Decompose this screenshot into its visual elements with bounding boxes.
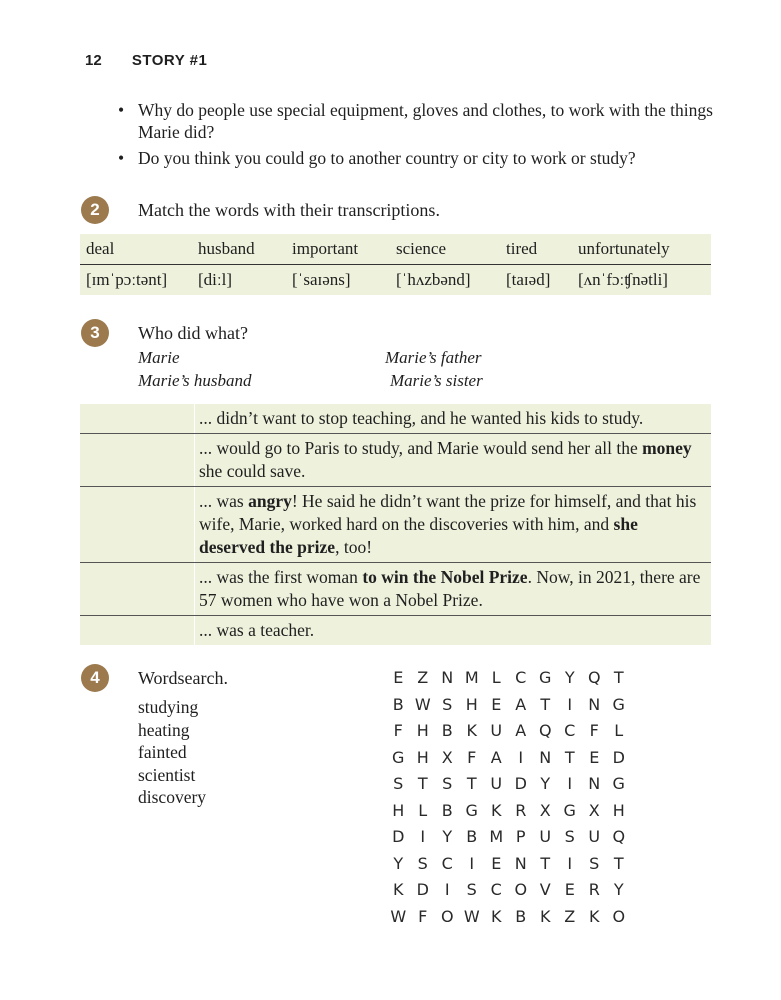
grid-letter[interactable]: I xyxy=(567,853,573,873)
list-item: studying xyxy=(138,697,199,717)
grid-letter[interactable]: A xyxy=(490,747,502,767)
text-segment: ... was a teacher. xyxy=(199,620,315,640)
grid-letter[interactable]: B xyxy=(441,800,453,820)
grid-letter[interactable]: Z xyxy=(564,906,576,926)
transcriptions-row xyxy=(80,265,711,296)
grid-letter[interactable]: N xyxy=(514,853,527,873)
grid-letter[interactable]: U xyxy=(539,827,552,846)
grid-letter[interactable]: B xyxy=(466,827,478,846)
grid-letter[interactable]: C xyxy=(564,721,576,740)
grid-letter[interactable]: O xyxy=(514,880,528,899)
grid-letter[interactable]: Q xyxy=(538,721,552,740)
wordsearch-list xyxy=(138,696,206,809)
words-row xyxy=(80,234,711,265)
grid-letter[interactable]: L xyxy=(614,721,624,740)
grid-letter[interactable]: E xyxy=(393,668,404,687)
grid-letter[interactable]: C xyxy=(441,853,453,873)
grid-letter[interactable]: F xyxy=(418,906,428,926)
grid-letter[interactable]: I xyxy=(518,747,524,767)
text-segment: , too! xyxy=(335,537,373,557)
list-item: heating xyxy=(138,719,190,740)
grid-letter[interactable]: E xyxy=(491,853,502,873)
grid-letter[interactable]: E xyxy=(589,747,600,767)
who-did-what-table xyxy=(80,404,711,645)
grid-letter[interactable]: F xyxy=(589,721,599,740)
grid-letter[interactable]: D xyxy=(612,747,625,767)
bold-phrase: to win the Nobel Prize xyxy=(362,567,528,587)
grid-letter[interactable]: D xyxy=(514,774,527,793)
grid-letter[interactable]: U xyxy=(490,774,503,793)
grid-letter[interactable]: U xyxy=(588,827,601,846)
grid-letter[interactable]: P xyxy=(515,827,526,846)
grid-letter[interactable]: W xyxy=(390,906,407,926)
discussion-questions xyxy=(118,99,718,173)
grid-letter[interactable]: G xyxy=(465,800,478,820)
word-cell: important xyxy=(286,234,390,265)
name-option: Marie xyxy=(138,348,180,367)
grid-letter[interactable]: M xyxy=(464,668,479,687)
grid-letter[interactable]: I xyxy=(420,827,426,846)
grid-letter[interactable]: R xyxy=(515,800,527,820)
exercise-4-badge: 4 xyxy=(81,664,109,692)
table-row xyxy=(80,563,711,616)
answer-blank[interactable] xyxy=(80,434,194,486)
statement-text xyxy=(194,616,711,645)
answer-blank[interactable] xyxy=(80,404,194,433)
grid-letter[interactable]: O xyxy=(440,906,454,926)
page-header xyxy=(85,52,207,69)
grid-letter[interactable]: T xyxy=(564,747,575,767)
word-cell: science xyxy=(390,234,500,265)
grid-letter[interactable]: S xyxy=(442,774,453,793)
name-option: Marie’s husband xyxy=(138,371,252,390)
grid-letter[interactable]: R xyxy=(588,880,600,899)
transcription-cell: [ˈsaɪəns] xyxy=(292,270,351,289)
statement-text xyxy=(194,404,711,433)
grid-letter[interactable]: H xyxy=(465,694,478,714)
grid-letter[interactable]: G xyxy=(392,747,405,767)
grid-letter[interactable]: K xyxy=(466,721,477,740)
exercise-2-badge: 2 xyxy=(81,196,109,224)
grid-letter[interactable]: N xyxy=(588,774,601,793)
grid-letter[interactable]: Y xyxy=(613,880,624,899)
grid-letter[interactable]: Y xyxy=(393,853,404,873)
exercise-2-title: Match the words with their transcriptions. xyxy=(138,200,440,220)
grid-letter[interactable]: I xyxy=(444,880,450,899)
grid-letter[interactable]: F xyxy=(467,747,477,767)
grid-letter[interactable]: N xyxy=(588,694,601,714)
grid-letter[interactable]: H xyxy=(416,747,429,767)
transcription-cell: [ʌnˈfɔːʧnətli] xyxy=(578,270,668,289)
text-segment: . Now, in 2021, there are 57 women who have won a Nobel Prize. xyxy=(199,567,701,610)
bold-phrase: she deserved the prize xyxy=(199,514,638,557)
bold-phrase: angry xyxy=(248,491,292,511)
grid-letter[interactable]: X xyxy=(588,800,600,820)
transcription-cell: [ˈhʌzbənd] xyxy=(396,270,471,289)
text-segment: ... didn’t want to stop teaching, and he wanted his kids to study. xyxy=(199,408,644,428)
transcription-cell: [diːl] xyxy=(198,270,232,289)
answer-blank[interactable] xyxy=(80,563,194,615)
grid-letter[interactable]: W xyxy=(463,906,480,926)
statement-text xyxy=(194,434,711,486)
text-segment: ! He said he didn’t want the prize for himself, and that his wife, Marie, worked hard on the discoveries with him, and xyxy=(199,491,697,534)
table-row xyxy=(80,434,711,487)
grid-letter[interactable]: K xyxy=(540,906,551,926)
name-option: Marie’s sister xyxy=(390,371,483,390)
grid-letter[interactable]: A xyxy=(515,721,527,740)
answer-blank[interactable] xyxy=(80,616,194,645)
grid-letter[interactable]: U xyxy=(490,721,503,740)
grid-letter[interactable]: E xyxy=(491,694,502,714)
grid-letter[interactable]: C xyxy=(490,880,502,899)
statement-text xyxy=(194,563,711,615)
question-item: • Why do people use special equipment, gloves and clothes, to work with the things Marie did? xyxy=(118,99,718,143)
name-option: Marie’s father xyxy=(385,348,482,367)
list-item: scientist xyxy=(138,764,196,785)
grid-letter[interactable]: W xyxy=(414,694,431,714)
grid-letter[interactable]: Y xyxy=(564,668,575,687)
grid-letter[interactable]: T xyxy=(540,694,551,714)
table-row xyxy=(80,487,711,563)
grid-letter[interactable]: S xyxy=(442,694,453,714)
grid-letter[interactable]: D xyxy=(416,880,429,899)
bold-phrase: money xyxy=(642,438,692,458)
grid-letter[interactable]: N xyxy=(441,668,454,687)
grid-letter[interactable]: I xyxy=(567,774,573,793)
grid-letter[interactable]: S xyxy=(564,827,575,846)
grid-letter[interactable]: S xyxy=(589,853,600,873)
grid-letter[interactable]: Y xyxy=(442,827,453,846)
grid-letter[interactable]: T xyxy=(613,668,624,687)
transcription-table xyxy=(80,234,711,295)
grid-letter[interactable]: Y xyxy=(540,774,551,793)
grid-letter[interactable]: G xyxy=(539,668,552,687)
grid-letter[interactable]: I xyxy=(469,853,475,873)
exercise-4-title: Wordsearch. xyxy=(138,668,229,688)
grid-letter[interactable]: Z xyxy=(417,668,429,687)
page-number: 12 xyxy=(85,52,102,69)
exercise-3-title: Who did what? xyxy=(138,323,248,343)
wordsearch-grid[interactable] xyxy=(386,668,631,933)
question-item: • Do you think you could go to another country or city to work or study? xyxy=(118,147,718,169)
grid-letter[interactable]: T xyxy=(466,774,477,793)
grid-letter[interactable]: O xyxy=(612,906,626,926)
grid-letter[interactable]: H xyxy=(416,721,429,740)
grid-letter[interactable]: I xyxy=(567,694,573,714)
list-item: discovery xyxy=(138,787,207,807)
grid-letter[interactable]: M xyxy=(489,827,504,846)
grid-letter[interactable]: H xyxy=(612,800,625,820)
grid-letter[interactable]: X xyxy=(539,800,551,820)
grid-letter[interactable]: B xyxy=(392,694,404,714)
grid-letter[interactable]: S xyxy=(393,774,404,793)
transcription-cell: [taɪəd] xyxy=(506,270,551,289)
grid-letter[interactable]: H xyxy=(392,800,405,820)
grid-letter[interactable]: K xyxy=(491,800,502,820)
grid-letter[interactable]: Q xyxy=(587,668,601,687)
word-cell: tired xyxy=(500,234,572,265)
grid-letter[interactable]: D xyxy=(392,827,405,846)
grid-letter[interactable]: N xyxy=(539,747,552,767)
grid-letter[interactable]: E xyxy=(564,880,575,899)
grid-letter[interactable]: G xyxy=(612,694,625,714)
transcription-cell: [ɪmˈpɔːtənt] xyxy=(86,270,168,289)
grid-letter[interactable]: K xyxy=(589,906,600,926)
grid-letter[interactable]: F xyxy=(393,721,403,740)
word-cell: husband xyxy=(192,234,286,265)
answer-blank[interactable] xyxy=(80,487,194,562)
table-row xyxy=(80,404,711,434)
grid-letter[interactable]: X xyxy=(441,747,453,767)
grid-letter[interactable]: B xyxy=(515,906,527,926)
grid-letter[interactable]: G xyxy=(612,774,625,793)
grid-letter[interactable]: Q xyxy=(612,827,626,846)
grid-letter[interactable]: K xyxy=(393,880,404,899)
grid-letter[interactable]: S xyxy=(466,880,477,899)
grid-letter[interactable]: T xyxy=(613,853,624,873)
story-title: STORY #1 xyxy=(131,52,208,69)
word-cell: unfortunately xyxy=(572,234,711,265)
list-item: fainted xyxy=(138,742,187,762)
grid-letter[interactable]: K xyxy=(491,906,502,926)
grid-letter[interactable]: V xyxy=(539,880,551,899)
grid-letter[interactable]: S xyxy=(417,853,428,873)
table-row xyxy=(80,616,711,645)
text-segment: ... would go to Paris to study, and Marie would send her all the xyxy=(199,438,643,458)
text-segment: ... was the first woman xyxy=(199,567,363,587)
text-segment: she could save. xyxy=(199,461,306,481)
grid-letter[interactable]: G xyxy=(563,800,576,820)
grid-letter[interactable]: C xyxy=(515,668,527,687)
grid-letter[interactable]: A xyxy=(515,694,527,714)
text-segment: ... was xyxy=(199,491,249,511)
statement-text xyxy=(194,487,711,562)
grid-letter[interactable]: T xyxy=(540,853,551,873)
exercise-3-badge: 3 xyxy=(81,319,109,347)
grid-letter[interactable]: T xyxy=(417,774,428,793)
grid-letter[interactable]: L xyxy=(418,800,428,820)
grid-letter[interactable]: L xyxy=(491,668,501,687)
grid-letter[interactable]: B xyxy=(441,721,453,740)
word-cell: deal xyxy=(80,234,192,265)
